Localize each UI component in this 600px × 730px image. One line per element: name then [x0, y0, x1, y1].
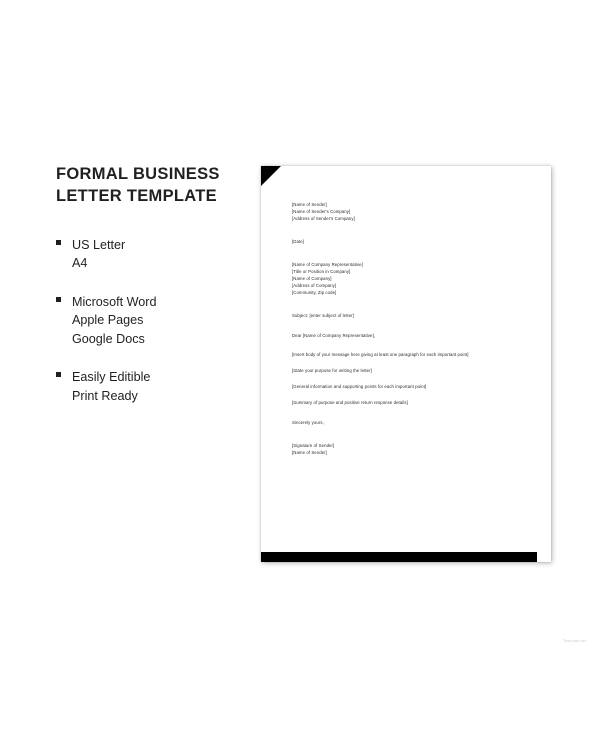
paragraph-text: [State your purpose for writing the letter]	[292, 368, 372, 374]
subject-block	[292, 313, 529, 320]
sender-company-address: [Address of Sender's Company]	[292, 215, 355, 221]
bottom-bar-notch	[537, 552, 551, 562]
promo-panel	[56, 163, 246, 425]
bottom-bar-decoration	[261, 552, 551, 562]
subject-line: Subject: [enter subject of letter]	[292, 312, 354, 318]
paragraph-text: [General information and supporting points for each important point]	[292, 384, 427, 390]
sender-name: [Name of Sender]	[292, 202, 327, 207]
recipient-company-address: [Address of Company]	[292, 282, 337, 288]
feature-line: Print Ready	[72, 388, 138, 403]
feature-line: Apple Pages	[72, 313, 144, 328]
sender-address-block	[292, 202, 529, 223]
body-paragraph	[292, 400, 529, 407]
date-field: [Date]	[292, 238, 304, 244]
closing-block	[292, 420, 529, 427]
feature-line: Easily Editible	[72, 370, 151, 385]
letter-preview	[261, 166, 551, 562]
recipient-name: [Name of Company Representative]	[292, 261, 363, 267]
list-item	[56, 368, 246, 405]
paragraph-text: [Insert body of your message here giving at least one paragraph for each important point]	[292, 352, 469, 358]
recipient-address-block	[292, 262, 529, 297]
feature-line: Google Docs	[72, 331, 145, 346]
page-title: FORMAL BUSINESS LETTER TEMPLATE	[56, 165, 220, 206]
paragraph-text: [Summary of purpose and positive return response details]	[292, 400, 408, 406]
feature-line: Microsoft Word	[72, 294, 157, 309]
bullet-square-icon	[56, 240, 61, 245]
signature-block	[292, 443, 529, 457]
body-paragraph	[292, 368, 529, 375]
letter-content	[292, 202, 529, 540]
date-block	[292, 239, 529, 246]
feature-line: US Letter	[72, 237, 126, 252]
bullet-square-icon	[56, 372, 61, 377]
salutation-block	[292, 333, 529, 340]
list-item	[56, 293, 246, 349]
recipient-company: [Name of Company]	[292, 275, 332, 281]
watermark-label: Template.net	[563, 639, 586, 643]
feature-list	[56, 236, 246, 406]
list-item	[56, 236, 246, 273]
recipient-city-zip: [Community, Zip code]	[292, 289, 337, 295]
salutation-line: Dear [Name of Company Representative],	[292, 332, 376, 338]
bullet-square-icon	[56, 297, 61, 302]
body-paragraph	[292, 352, 529, 359]
signature-placeholder: [Signature of Sender]	[292, 443, 335, 449]
sender-company: [Name of Sender's Company]	[292, 208, 351, 214]
signature-name: [Name of Sender]	[292, 450, 327, 456]
body-paragraph	[292, 384, 529, 391]
feature-line: A4	[72, 256, 88, 271]
closing-line: Sincerely yours,	[292, 420, 324, 426]
corner-fold-decoration	[261, 166, 281, 186]
recipient-title: [Title or Position in Company]	[292, 268, 351, 274]
